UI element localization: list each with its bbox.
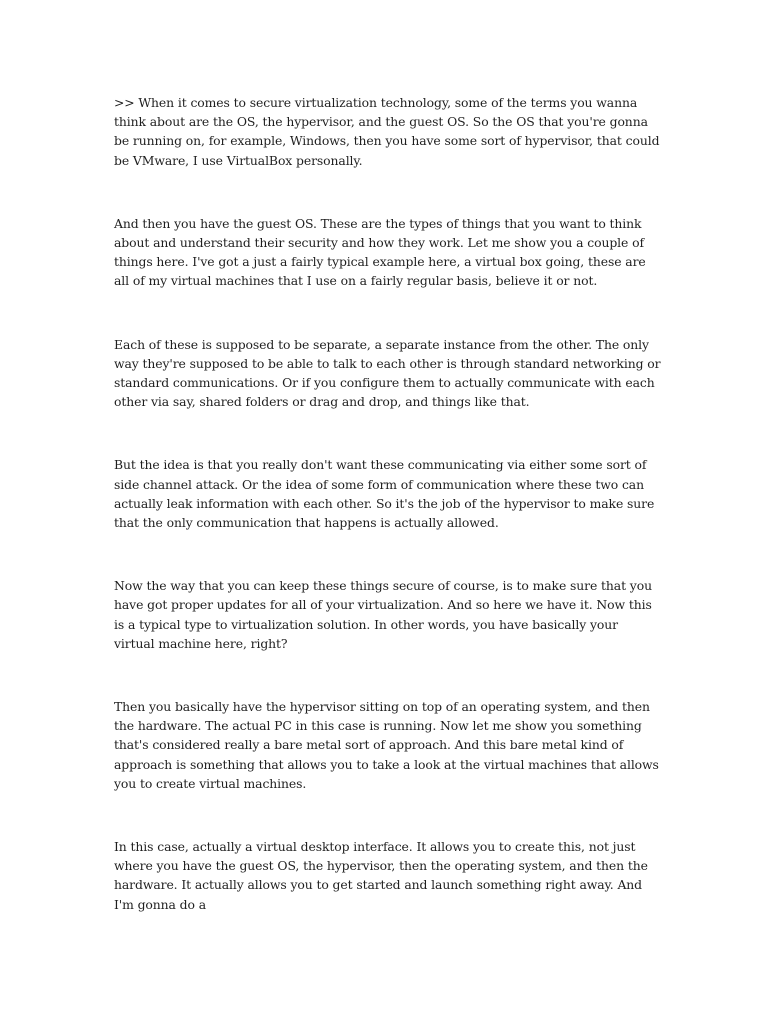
paragraph-2: And then you have the guest OS. These are the types of things that you want to think about and understand their security and how they work. Let me show you a couple of things here. I've got a just a fairly typical example here, a virtual box going, these are all of my virtual machines that I use on a fairly regular basis, believe it or not. <box>114 215 646 289</box>
paragraph-4: But the idea is that you really don't want these communicating via either some sort of side channel attack. Or the idea of some form of communication where these two can actually leak information with each other. So it's the job of the hypervisor to make sure that the only communication that happens is actually allowed. <box>114 457 655 531</box>
paragraph-7: In this case, actually a virtual desktop interface. It allows you to create this, not just where you have the guest OS, the hypervisor, then the operating system, and then the hardware. It actually allows you to get started and launch something right away. And I'm gonna do a <box>114 839 648 912</box>
paragraph-3: Each of these is supposed to be separate, a separate instance from the other. The only way they're supposed to be able to talk to each other is through standard networking or standard communications. Or if you configure them to actually communicate with each other via say, shared folders or drag and drop, and things like that. <box>114 336 661 410</box>
paragraph-5: Now the way that you can keep these things secure of course, is to make sure that you have got proper updates for all of your virtualization. And so here we have it. Now this is a typical type to virtualization solution. In other words, you have basically your virtual machine here, right? <box>114 578 652 651</box>
document-body <box>114 93 662 958</box>
paragraph-1: >> When it comes to secure virtualization technology, some of the terms you wanna think about are the OS, the hypervisor, and the guest OS. So the OS that you're gonna be running on, for example, Windows, then you have some sort of hypervisor, that could be VMware, I use VirtualBox personally. <box>114 95 660 168</box>
paragraph-6: Then you basically have the hypervisor sitting on top of an operating system, and then the hardware. The actual PC in this case is running. Now let me show you something that's considered really a bare metal sort of approach. And this bare metal kind of approach is something that allows you to take a look at the virtual machines that allows you to create virtual machines. <box>114 699 659 791</box>
